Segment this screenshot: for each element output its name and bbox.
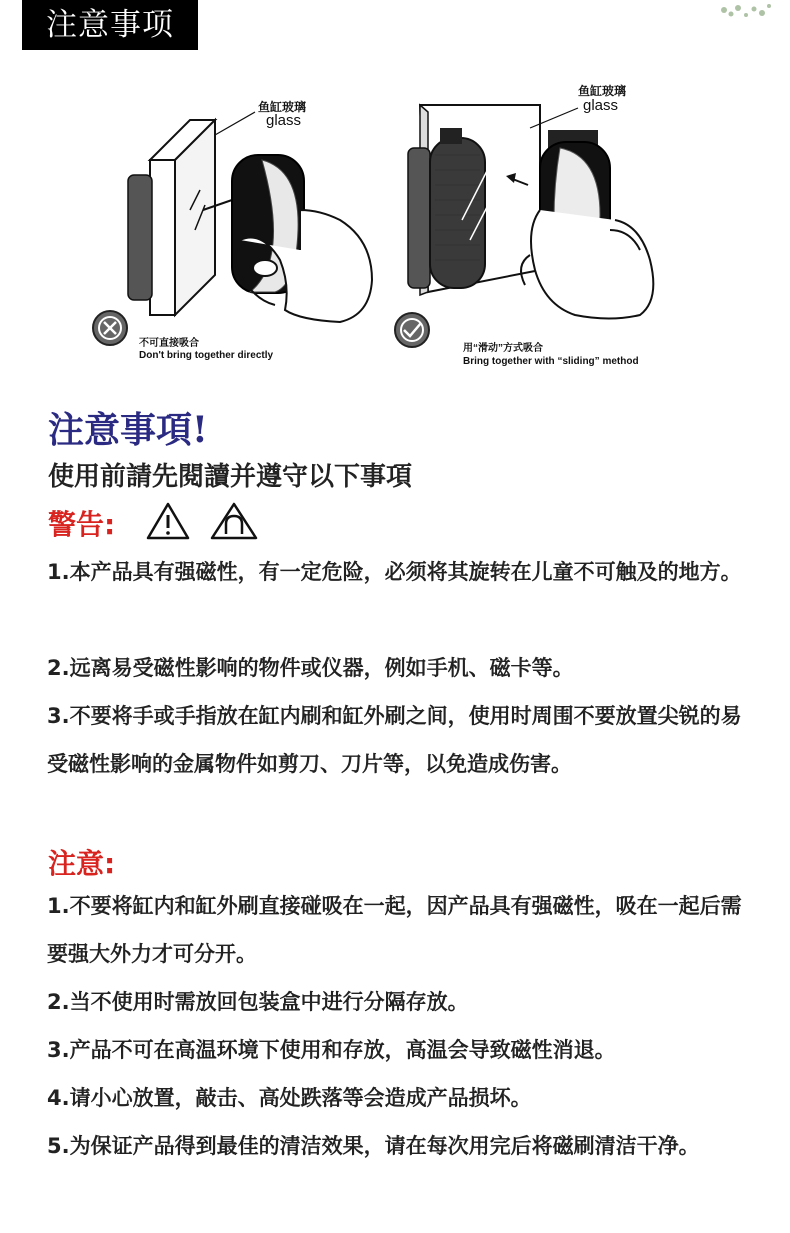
caution-item: 1.不要将缸内和缸外刷直接碰吸在一起，因产品具有强磁性，吸在一起后需要强大外力才可分开。 [47, 894, 742, 966]
notice-title: 注意事項! [48, 409, 208, 451]
right-glass-label-cn: 鱼缸玻璃 [578, 84, 627, 98]
illustration-drawing [0, 60, 790, 380]
magnet-triangle-icon [212, 504, 256, 538]
right-hand [521, 210, 653, 319]
left-status-icon [93, 311, 127, 345]
usage-illustration [0, 60, 790, 380]
caution-title: 注意: [48, 847, 116, 880]
left-glass-label-en: glass [266, 112, 302, 129]
warning-item: 1.本产品具有强磁性，有一定危险，必须将其旋转在儿童不可触及的地方。 [47, 560, 742, 584]
warning-item: 2.远离易受磁性影响的物件或仪器，例如手机、磁卡等。 [47, 656, 574, 680]
caution-item: 5.为保证产品得到最佳的清洁效果，请在每次用完后将磁刷清洁干净。 [47, 1134, 700, 1158]
leaf-decoration-icon [716, 0, 776, 24]
warning-icons [146, 500, 264, 542]
section-header-title: 注意事项 [46, 7, 174, 43]
warning-triangle-icon [148, 504, 188, 538]
left-caption-cn: 不可直接吸合 [139, 338, 199, 349]
right-status-icon [395, 313, 429, 347]
warning-item: 3.不要将手或手指放在缸内刷和缸外刷之间，使用时周围不要放置尖锐的易受磁性影响的金属物件如剪刀、刀片等，以免造成伤害。 [47, 704, 742, 776]
section-header [22, 0, 198, 50]
caution-item: 3.产品不可在高温环境下使用和存放，高温会导致磁性消退。 [47, 1038, 616, 1062]
left-caption-en: Don't bring together directly [139, 350, 274, 361]
warning-title: 警告: [48, 508, 116, 541]
right-caption-en: Bring together with “sliding” method [463, 356, 639, 367]
left-glass-label-cn: 鱼缸玻璃 [258, 100, 307, 114]
caution-item: 4.请小心放置，敲击、高处跌落等会造成产品损坏。 [47, 1086, 532, 1110]
right-caption-cn: 用“滑动”方式吸合 [463, 343, 543, 354]
right-glass-label-en: glass [583, 97, 619, 114]
caution-item: 2.当不使用时需放回包装盒中进行分隔存放。 [47, 990, 469, 1014]
notice-subtitle: 使用前請先閱讀并遵守以下事項 [48, 462, 413, 492]
